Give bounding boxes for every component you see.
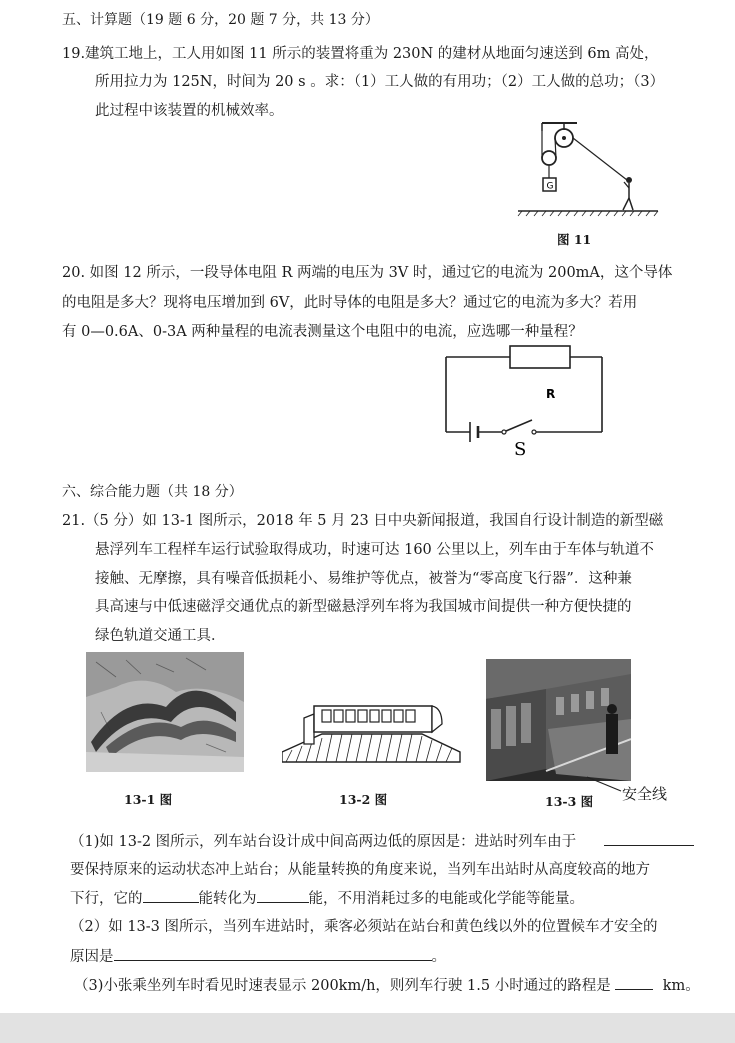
switch-label: S xyxy=(514,439,527,460)
q21-sub1-line-1 xyxy=(70,831,694,852)
q21-sub1-line-2: 要保持原来的运动状态冲上站台；从能量转换的角度来说，当列车出站时从高度较高的地方 xyxy=(70,862,650,878)
answer-blank-1[interactable] xyxy=(604,831,694,846)
page-footer-strip xyxy=(0,1013,735,1043)
maglev-photo-13-1 xyxy=(86,652,244,772)
q21-sub1-text-3b: 能转化为 xyxy=(198,891,257,907)
section-6-title: 六、综合能力题（共 18 分） xyxy=(62,484,243,500)
q21-sub2-end: 。 xyxy=(431,949,446,965)
section-5-title: 五、计算题（19 题 6 分，20 题 7 分，共 13 分） xyxy=(62,12,379,28)
q20-line-1: 20. 如图 12 所示，一段导体电阻 R 两端的电压为 3V 时，通过它的电流为 200mA，这个导体 xyxy=(62,265,673,281)
station-photo-13-3 xyxy=(486,659,631,781)
q21-sub2-line-2 xyxy=(70,946,446,967)
q19-line-2: 所用拉力为 125N，时间为 20 s 。求：（1）工人做的有用功；（2）工人做的总功；（3） xyxy=(95,74,665,90)
figure-13-1-caption: 13-1 图 xyxy=(124,792,173,807)
weight-label: G xyxy=(546,181,554,192)
q21-sub3-unit: km。 xyxy=(662,978,700,994)
q21-sub1-text-1: （1)如 13-2 图所示，列车站台设计成中间高两边低的原因是：进站时列车由于 xyxy=(70,834,577,850)
movable-pulley xyxy=(542,151,556,165)
safety-line-label: 安全线 xyxy=(622,785,668,803)
q21-line-1: 21.（5 分）如 13-1 图所示，2018 年 5 月 23 日中央新闻报道，我国自行设计制造的新型磁 xyxy=(62,513,664,529)
switch xyxy=(506,420,532,431)
circuit-figure-12 xyxy=(440,340,610,460)
q21-sub1-text-3a: 下行，它的 xyxy=(70,891,143,907)
platform-diagram-13-2 xyxy=(282,694,462,774)
q19-line-3: 此过程中该装置的机械效率。 xyxy=(95,103,284,119)
q21-sub1-text-3c: 能，不用消耗过多的电能或化学能等能量。 xyxy=(308,891,584,907)
q21-sub3-text: （3)小张乘坐列车时看见时速表显示 200km/h，则列车行驶 1.5 小时通过的路程是 xyxy=(74,978,611,994)
figure-13-3-caption: 13-3 图 xyxy=(545,794,594,809)
q20-line-2: 的电阻是多大？现将电压增加到 6V，此时导体的电阻是多大？通过它的电流为多大？若用 xyxy=(62,295,638,311)
answer-blank-2[interactable] xyxy=(143,888,199,903)
q21-line-3: 接触、无摩擦，具有噪音低损耗小、易维护等优点，被誉为“零高度飞行器”．这种兼 xyxy=(95,571,632,587)
q21-line-2: 悬浮列车工程样车运行试验取得成功，时速可达 160 公里以上，列车由于车体与轨道不 xyxy=(95,542,654,558)
q21-line-5: 绿色轨道交通工具． xyxy=(95,628,226,644)
resistor xyxy=(510,346,570,368)
answer-blank-5[interactable] xyxy=(615,975,653,990)
q19-line-1: 19.建筑工地上，工人用如图 11 所示的装置将重为 230N 的建材从地面匀速送到 6m 高处， xyxy=(62,46,659,62)
q21-sub2-line-1: （2）如 13-3 图所示，当列车进站时，乘客必须站在站台和黄色线以外的位置候车才安全的 xyxy=(70,919,658,935)
figure-13-2-caption: 13-2 图 xyxy=(339,792,388,807)
q21-sub1-line-3 xyxy=(70,888,584,909)
q21-line-4: 具高速与中低速磁浮交通优点的新型磁悬浮列车将为我国城市间提供一种方便快捷的 xyxy=(95,599,632,615)
q21-sub3-line-1 xyxy=(74,975,700,996)
q20-line-3: 有 0—0.6A、0-3A 两种量程的电流表测量这个电阻中的电流，应选哪一种量程？ xyxy=(62,324,583,340)
figure-11-caption: 图 11 xyxy=(557,232,592,247)
pulley-figure-11 xyxy=(512,118,662,218)
resistor-label: R xyxy=(546,387,556,401)
answer-blank-3[interactable] xyxy=(257,888,309,903)
q21-sub2-text: 原因是 xyxy=(70,949,114,965)
answer-blank-4[interactable] xyxy=(114,946,432,961)
